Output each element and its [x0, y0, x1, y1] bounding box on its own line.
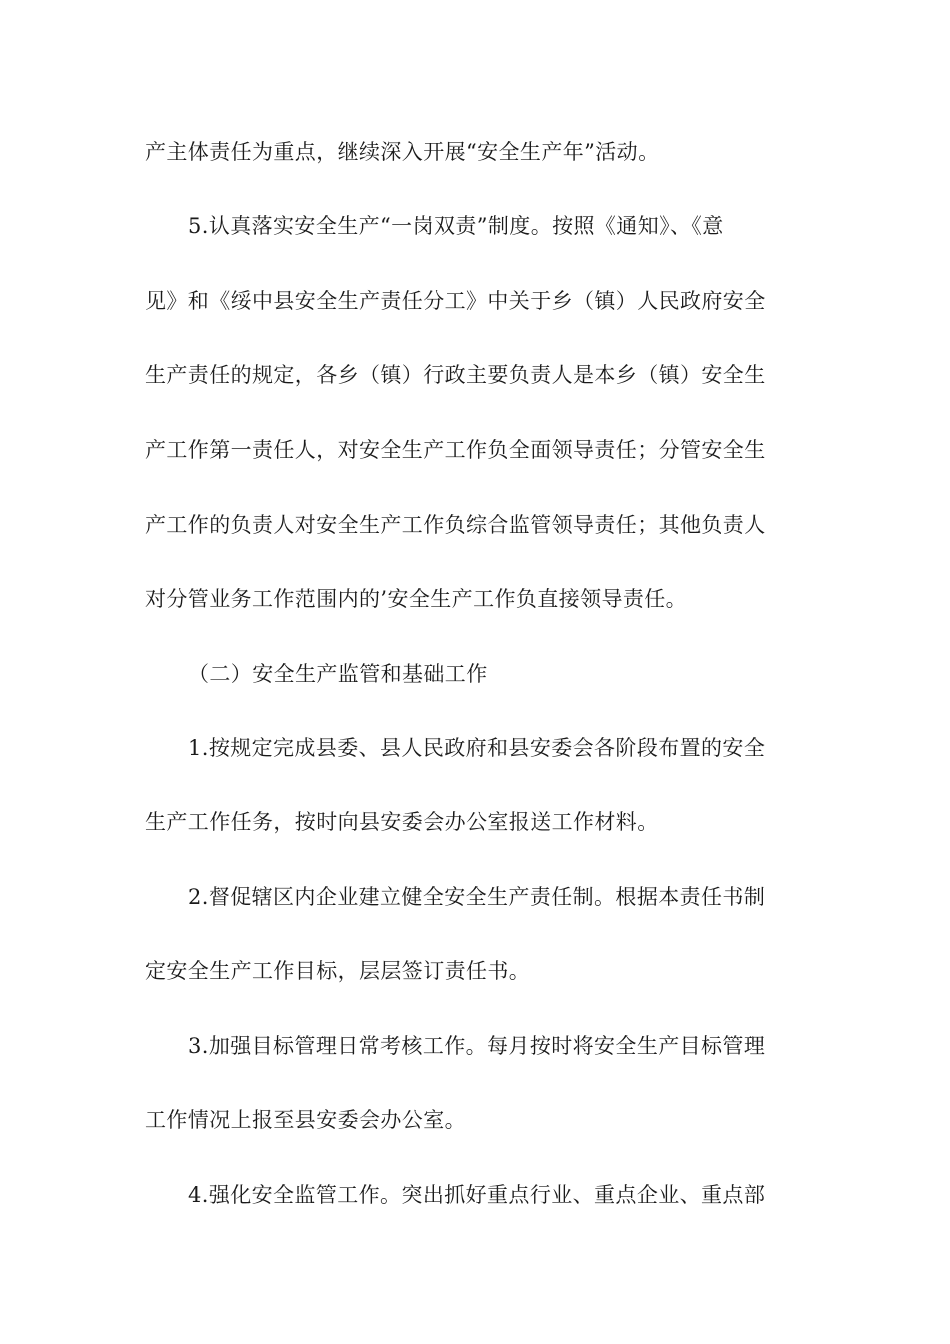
paragraph-line: 产工作第一责任人，对安全生产工作负全面领导责任；分管安全生: [145, 438, 766, 462]
paragraph-line: 1.按规定完成县委、县人民政府和县安委会各阶段布置的安全: [188, 736, 766, 760]
paragraph-line: 产主体责任为重点，继续深入开展“安全生产年”活动。: [145, 140, 660, 164]
paragraph-line: 见》和《绥中县安全生产责任分工》中关于乡（镇）人民政府安全: [145, 289, 766, 313]
section-heading: （二）安全生产监管和基础工作: [188, 662, 488, 686]
paragraph-line: 3.加强目标管理日常考核工作。每月按时将安全生产目标管理: [188, 1034, 766, 1058]
paragraph-line: 生产责任的规定，各乡（镇）行政主要负责人是本乡（镇）安全生: [145, 363, 766, 387]
paragraph-line: 产工作的负责人对安全生产工作负综合监管领导责任；其他负责人: [145, 513, 766, 537]
paragraph-line: 2.督促辖区内企业建立健全安全生产责任制。根据本责任书制: [188, 885, 766, 909]
paragraph-line: 对分管业务工作范围内的’安全生产工作负直接领导责任。: [145, 587, 688, 611]
paragraph-line: 5.认真落实安全生产“一岗双责”制度。按照《通知》、《意: [188, 214, 724, 238]
paragraph-line: 定安全生产工作目标，层层签订责任书。: [145, 959, 531, 983]
paragraph-line: 生产工作任务，按时向县安委会办公室报送工作材料。: [145, 810, 659, 834]
paragraph-line: 4.强化安全监管工作。突出抓好重点行业、重点企业、重点部: [188, 1183, 766, 1207]
paragraph-line: 工作情况上报至县安委会办公室。: [145, 1108, 466, 1132]
